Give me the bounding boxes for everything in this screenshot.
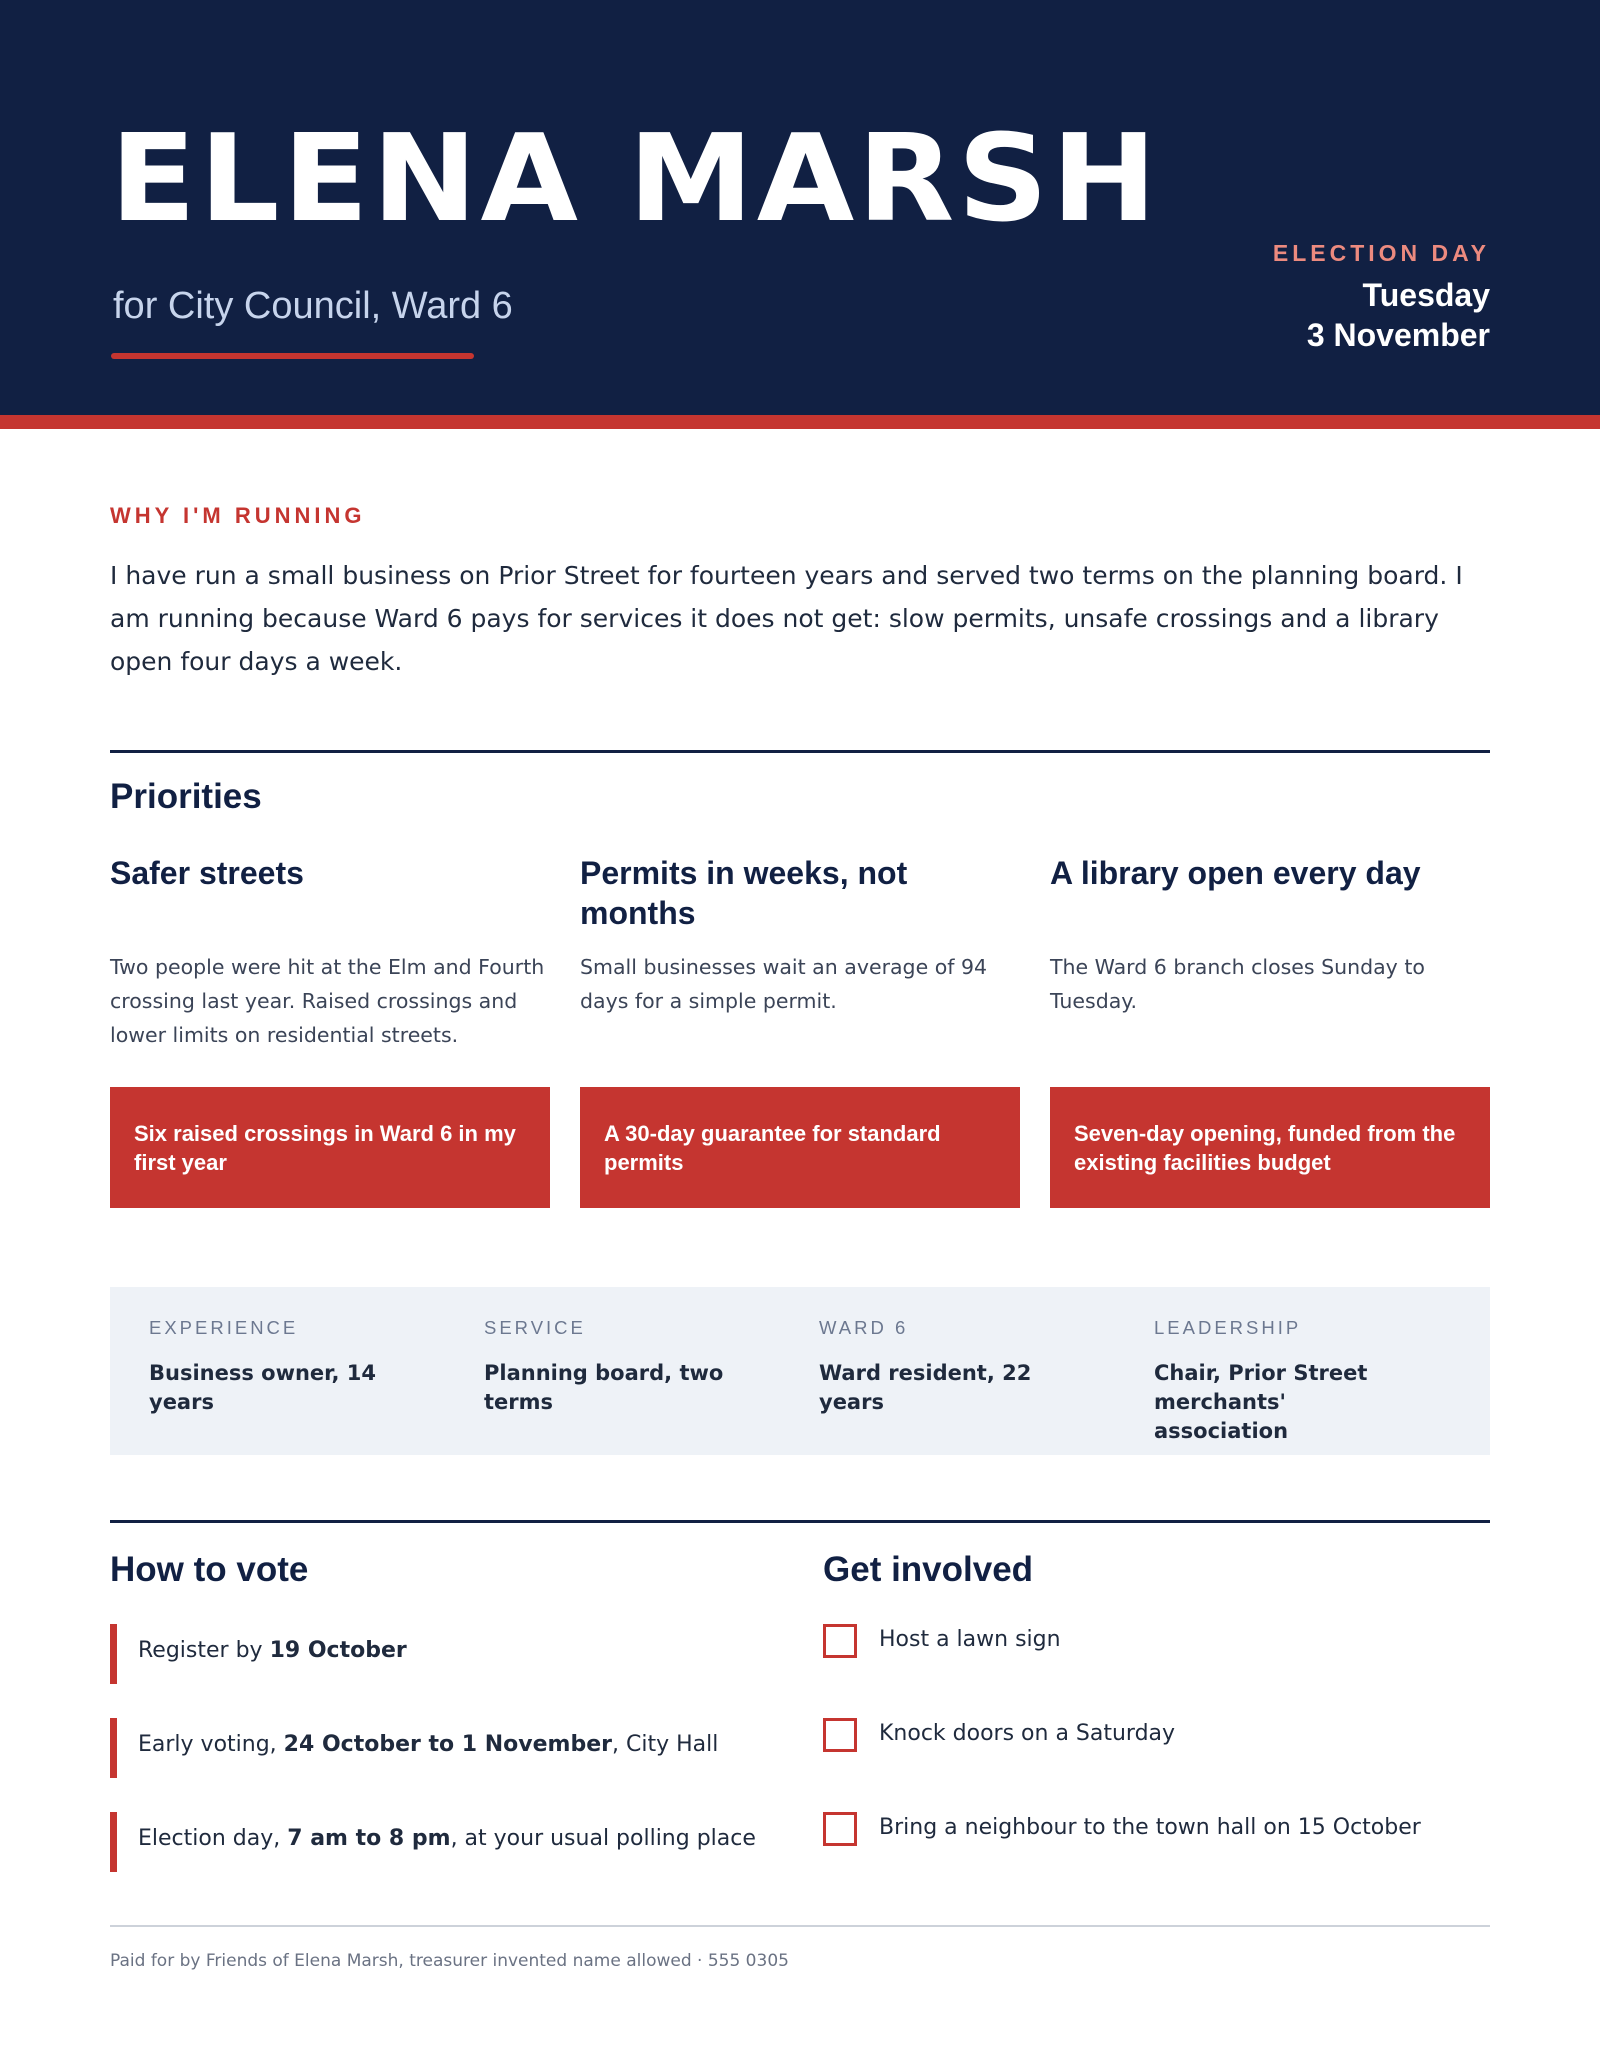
- vote-step-marker: [110, 1718, 117, 1778]
- vote-step-marker: [110, 1812, 117, 1872]
- involvement-label: Knock doors on a Saturday: [879, 1721, 1176, 1746]
- credential-value: Business owner, 14 years: [149, 1361, 376, 1414]
- priority-pledge-box: Seven-day opening, funded from the existing facilities budget: [1050, 1087, 1490, 1208]
- election-day-label: ELECTION DAY: [1272, 240, 1490, 266]
- credential-label: EXPERIENCE: [149, 1317, 299, 1338]
- involvement-option[interactable]: [823, 1812, 1503, 1852]
- header-accent-rule: [0, 415, 1600, 429]
- involvement-label: Host a lawn sign: [879, 1627, 1061, 1652]
- credential-label: SERVICE: [484, 1317, 586, 1338]
- vote-step: [110, 1624, 750, 1684]
- involvement-checkbox[interactable]: [823, 1624, 857, 1658]
- subtitle-underline: [111, 353, 474, 359]
- credential-label: WARD 6: [819, 1317, 909, 1338]
- priority-description: Two people were hit at the Elm and Fourth crossing last year. Raised crossings and lower limits on residential streets.: [110, 955, 545, 1047]
- candidate-name: ELENA MARSH: [110, 110, 1161, 249]
- priority-pledge-box: Six raised crossings in Ward 6 in my first year: [110, 1087, 550, 1208]
- priority-title: Permits in weeks, not months: [580, 855, 908, 931]
- vote-step-text: Early voting, 24 October to 1 November, City Hall: [138, 1732, 719, 1757]
- section-divider: [110, 1520, 1490, 1523]
- involvement-checkbox[interactable]: [823, 1718, 857, 1752]
- involvement-label: Bring a neighbour to the town hall on 15 October: [879, 1815, 1421, 1840]
- credential-item: [484, 1317, 754, 1417]
- involvement-checkbox[interactable]: [823, 1812, 857, 1846]
- involvement-option[interactable]: [823, 1718, 1503, 1758]
- credential-value: Chair, Prior Street merchants' association: [1154, 1361, 1368, 1443]
- office-subtitle: for City Council, Ward 6: [113, 285, 513, 327]
- priority-description: The Ward 6 branch closes Sunday to Tuesday.: [1050, 955, 1425, 1013]
- how-to-vote-title: How to vote: [110, 1550, 309, 1589]
- priority-pledge-box: A 30-day guarantee for standard permits: [580, 1087, 1020, 1208]
- priority-title: Safer streets: [110, 855, 304, 891]
- priorities-title: Priorities: [110, 777, 262, 816]
- vote-step-text: Register by 19 October: [138, 1638, 407, 1663]
- election-day-date: 3 November: [1306, 317, 1490, 353]
- header-banner: [0, 0, 1600, 415]
- why-running-body: I have run a small business on Prior Street for fourteen years and served two terms on the planning board. I am running because Ward 6 pays for services it does not get: slow permits, unsafe crossings and a library open four days a week.: [110, 561, 1463, 676]
- credential-value: Ward resident, 22 years: [819, 1361, 1032, 1414]
- vote-step: [110, 1718, 750, 1778]
- vote-step: [110, 1812, 756, 1872]
- section-divider: [110, 750, 1490, 753]
- priority-title: A library open every day: [1050, 855, 1421, 891]
- why-running-label: WHY I'M RUNNING: [110, 503, 366, 528]
- credential-value: Planning board, two terms: [484, 1361, 724, 1414]
- vote-step-marker: [110, 1624, 117, 1684]
- involvement-option[interactable]: [823, 1624, 1503, 1664]
- priority-description: Small businesses wait an average of 94 days for a simple permit.: [580, 955, 988, 1013]
- get-involved-title: Get involved: [823, 1550, 1034, 1589]
- credential-item: [1154, 1317, 1424, 1446]
- credential-item: [819, 1317, 1089, 1417]
- election-day-weekday: Tuesday: [1362, 277, 1490, 313]
- credentials-panel: [110, 1287, 1490, 1455]
- credential-label: LEADERSHIP: [1154, 1317, 1302, 1338]
- footer-divider: [110, 1925, 1490, 1927]
- vote-step-text: Election day, 7 am to 8 pm, at your usual polling place: [138, 1826, 756, 1851]
- credential-item: [149, 1317, 419, 1417]
- paid-for-disclaimer: Paid for by Friends of Elena Marsh, treasurer invented name allowed · 555 0305: [110, 1951, 789, 1971]
